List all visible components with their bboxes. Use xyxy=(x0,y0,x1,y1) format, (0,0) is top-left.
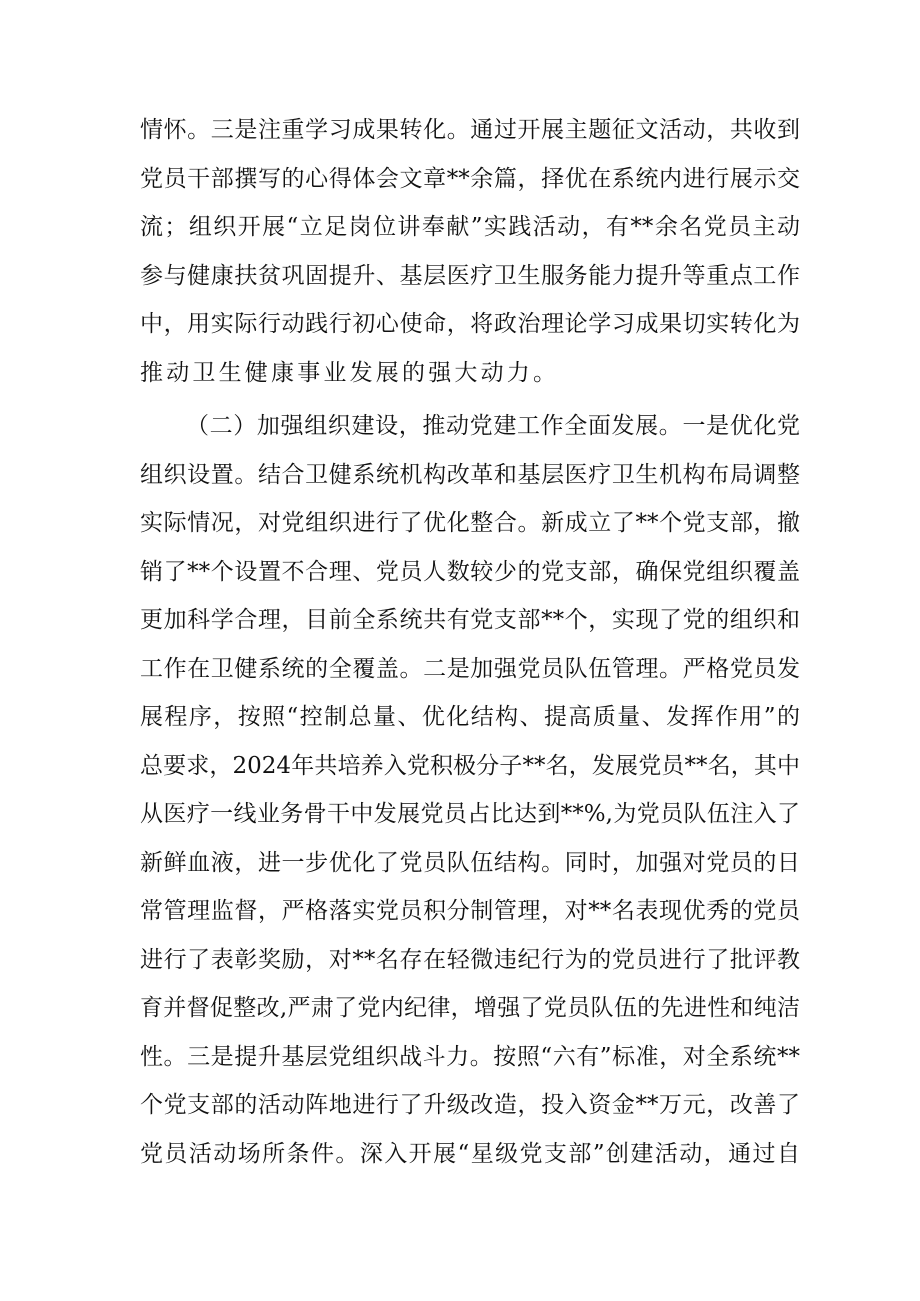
text-line: 更加科学合理，目前全系统共有党支部**个，实现了党的组织和 xyxy=(140,607,800,633)
text-line: 常管理监督，严格落实党员积分制管理，对**名表现优秀的党员 xyxy=(140,898,800,924)
text-line: 组织设置。结合卫健系统机构改革和基层医疗卫生机构布局调整 xyxy=(140,461,800,488)
text-line: 工作在卫健系统的全覆盖。二是加强党员队伍管理。严格党员发 xyxy=(140,655,800,682)
text-line: 实际情况，对党组织进行了优化整合。新成立了**个党支部，撤 xyxy=(140,510,800,536)
text-line: 总要求，2024年共培养入党积极分子**名，发展党员**名，其中 xyxy=(140,752,800,779)
text-line: 中，用实际行动践行初心使命，将政治理论学习成果切实转化为 xyxy=(140,311,800,337)
paragraph-study-results xyxy=(140,106,800,397)
text-line: 流；组织开展“立足岗位讲奉献”实践活动，有**余名党员主动 xyxy=(140,214,800,240)
text-line: 进行了表彰奖励，对**名存在轻微违纪行为的党员进行了批评教 xyxy=(140,946,800,973)
text-line: 育并督促整改,严肃了党内纪律，增强了党员队伍的先进性和纯洁 xyxy=(140,995,800,1021)
text-line: 推动卫生健康事业发展的强大动力。 xyxy=(140,359,560,386)
text-line: 党员干部撰写的心得体会文章**余篇，择优在系统内进行展示交 xyxy=(140,165,800,192)
section-heading-line: （二）加强组织建设，推动党建工作全面发展。一是优化党 xyxy=(186,413,800,439)
text-line: 个党支部的活动阵地进行了升级改造，投入资金**万元，改善了 xyxy=(140,1092,800,1118)
text-line: 销了**个设置不合理、党员人数较少的党支部，确保党组织覆盖 xyxy=(140,558,800,585)
text-line: 党员活动场所条件。深入开展“星级党支部”创建活动，通过自 xyxy=(140,1140,800,1167)
text-line: 展程序，按照“控制总量、优化结构、提高质量、发挥作用”的 xyxy=(140,704,800,730)
text-line: 新鲜血液，进一步优化了党员队伍结构。同时，加强对党员的日 xyxy=(140,849,800,876)
text-line: 参与健康扶贫巩固提升、基层医疗卫生服务能力提升等重点工作 xyxy=(140,262,800,289)
paragraph-organization-building xyxy=(140,402,800,1178)
text-line: 性。三是提升基层党组织战斗力。按照“六有”标准，对全系统** xyxy=(140,1043,800,1070)
text-line: 情怀。三是注重学习成果转化。通过开展主题征文活动，共收到 xyxy=(140,117,800,143)
text-line: 从医疗一线业务骨干中发展党员占比达到**%,为党员队伍注入了 xyxy=(140,801,800,827)
